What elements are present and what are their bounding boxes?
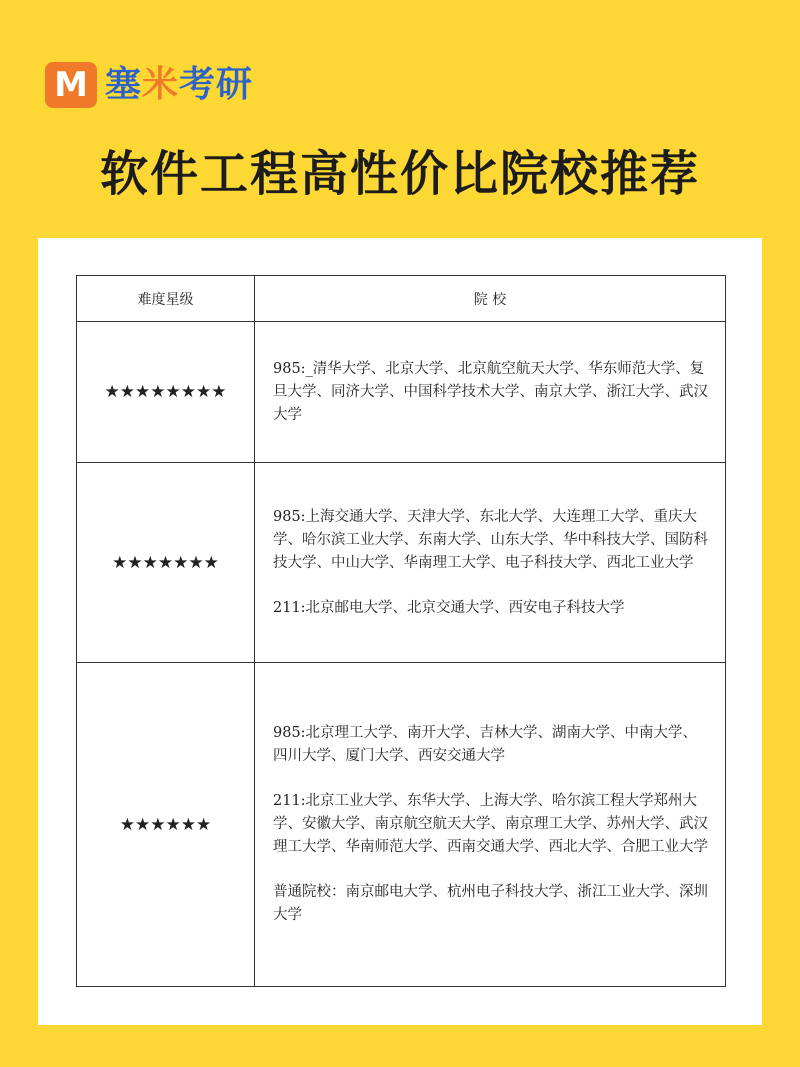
school-paragraph: 985:_清华大学、北京大学、北京航空航天大学、华东师范大学、复旦大学、同济大学、中国科学技术大学、南京大学、浙江大学、武汉大学	[273, 360, 708, 423]
star-rating: ★★★★★★★★	[77, 322, 255, 463]
school-paragraph: 普通院校：南京邮电大学、杭州电子科技大学、浙江工业大学、深圳大学	[273, 884, 708, 923]
page-title: 软件工程高性价比院校推荐	[99, 146, 700, 202]
star-rating: ★★★★★★	[77, 663, 255, 987]
header-difficulty: 难度星级	[77, 276, 255, 322]
brand-name	[105, 64, 254, 105]
school-list	[255, 322, 726, 463]
content-card	[38, 238, 762, 1025]
table-header-row	[77, 276, 726, 322]
brand-logo	[45, 62, 253, 108]
school-paragraph: 211:北京邮电大学、北京交通大学、西安电子科技大学	[273, 599, 625, 616]
school-table	[76, 275, 726, 987]
school-paragraph: 985:北京理工大学、南开大学、吉林大学、湖南大学、中南大学、四川大学、厦门大学、西安交通大学	[273, 725, 698, 764]
brand-name-part1: 塞	[105, 64, 143, 105]
header-schools: 院 校	[255, 276, 726, 322]
table-row	[77, 322, 726, 463]
table-row	[77, 463, 726, 663]
brand-name-part2: 米	[142, 64, 180, 105]
school-paragraph: 211:北京工业大学、东华大学、上海大学、哈尔滨工程大学郑州大学、安徽大学、南京航空航天大学、南京理工大学、苏州大学、武汉理工大学、华南师范大学、西南交通大学、西北大学、合肥工业大学	[273, 793, 708, 855]
brand-name-part3: 考研	[179, 64, 254, 105]
logo-badge-icon: M	[45, 62, 97, 108]
school-paragraph: 985:上海交通大学、天津大学、东北大学、大连理工大学、重庆大学、哈尔滨工业大学、东南大学、山东大学、华中科技大学、国防科技大学、中山大学、华南理工大学、电子科技大学、西北工业大学	[273, 508, 708, 571]
table-row	[77, 663, 726, 987]
star-rating: ★★★★★★★	[77, 463, 255, 663]
school-list	[255, 463, 726, 663]
school-list	[255, 663, 726, 987]
